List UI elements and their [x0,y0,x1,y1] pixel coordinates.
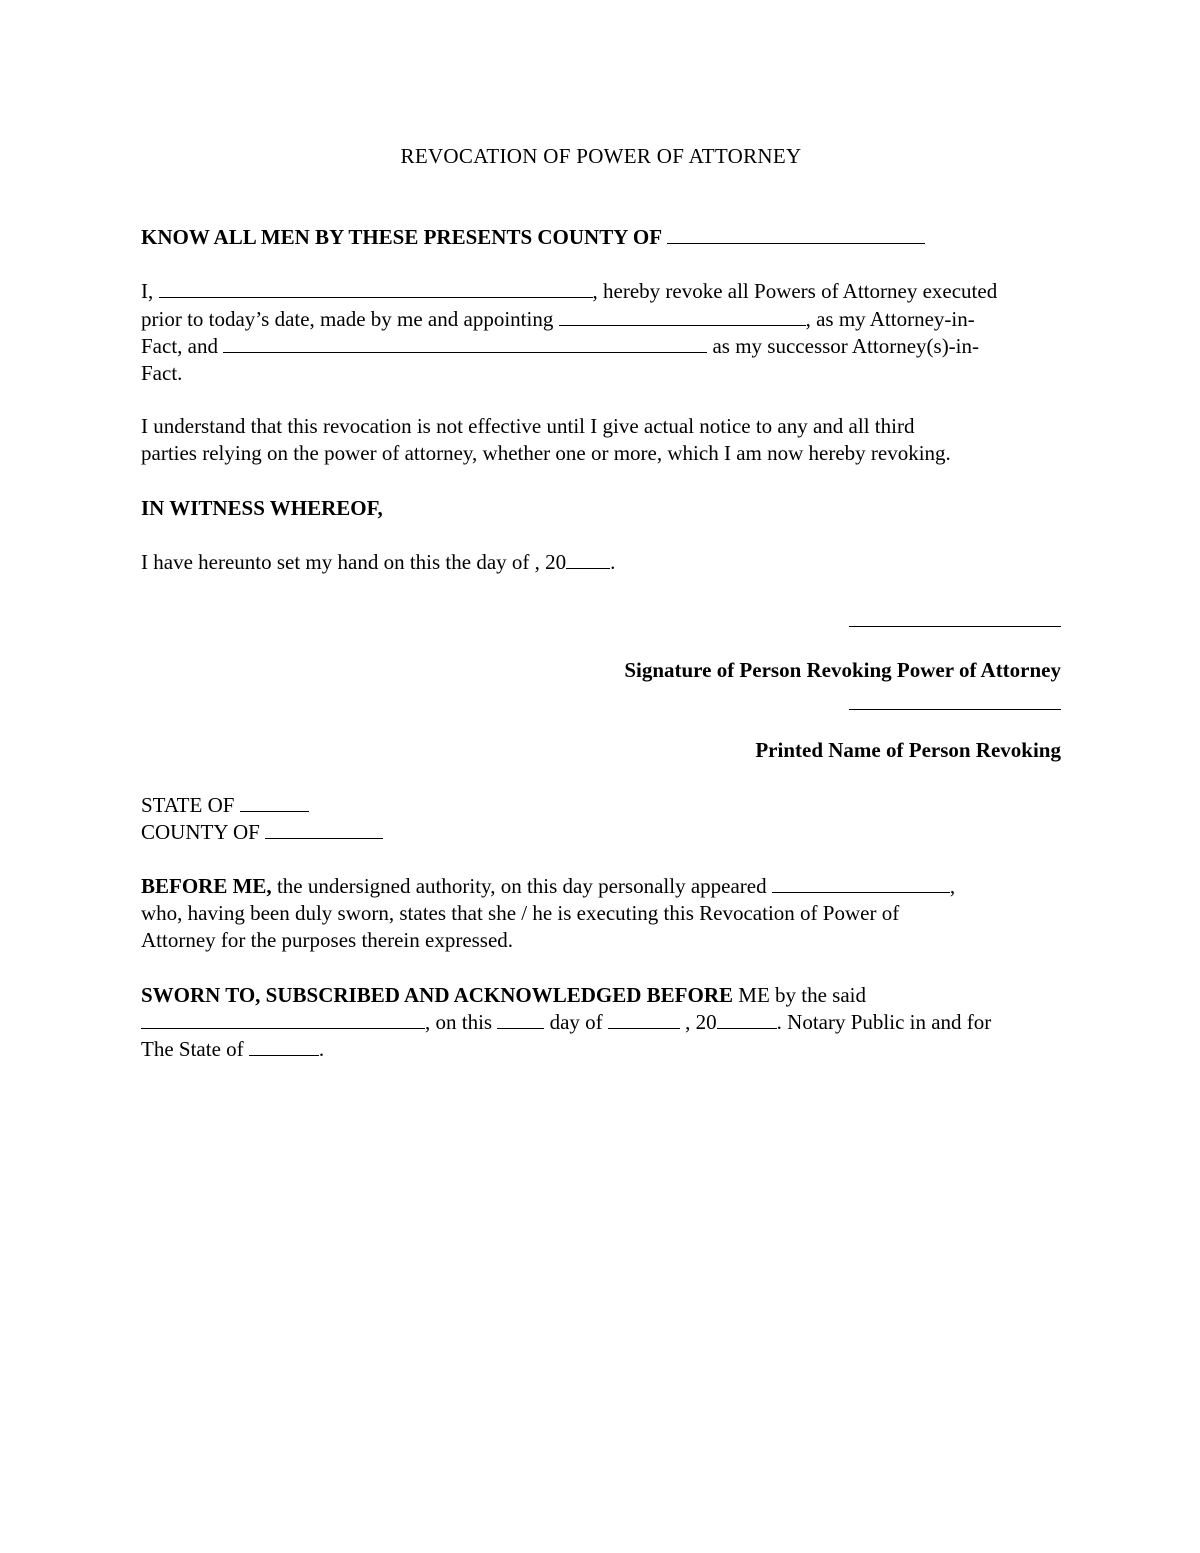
sworn-text: , 20 [685,1010,717,1034]
state-of-label: STATE OF [141,793,235,817]
hand-text: . [610,550,616,574]
sworn-text: , on this [425,1010,493,1034]
before-me-line-2: who, having been duly sworn, states that she / he is executing this Revocation of Power of [141,901,900,925]
sworn-text: day of [549,1010,603,1034]
revoke-text: as my successor Attorney(s)-in- [707,334,980,358]
county-blank[interactable] [667,225,925,244]
document-title: REVOCATION OF POWER OF ATTORNEY [400,144,802,168]
sworn-text: . [318,1037,325,1061]
sworn-line-3 [141,1036,324,1063]
sworn-line-2 [141,1009,991,1036]
before-me-text: , [949,874,956,898]
revoke-text: , hereby revoke all Powers of Attorney executed [592,279,998,303]
sworn-state-blank[interactable] [249,1037,319,1056]
sworn-name-blank[interactable] [141,1010,425,1029]
know-all-men-line [141,224,925,251]
hand-line [141,549,615,576]
printed-name-line[interactable] [849,709,1061,710]
successor-attorney-blank[interactable] [223,334,707,353]
county-of-label: COUNTY OF [141,820,260,844]
revoke-text: , as my Attorney-in- [805,307,975,331]
understand-line-2: parties relying on the power of attorney, whether one or more, which I am now hereby revoking. [141,441,951,465]
attorney-in-fact-blank[interactable] [559,307,806,326]
sworn-day-blank[interactable] [497,1010,544,1029]
revoke-text: I, [141,279,154,303]
before-me-line-3: Attorney for the purposes therein expressed. [141,928,514,952]
understand-line-1: I understand that this revocation is not effective until I give actual notice to any and all third [141,414,915,438]
revoke-text: Fact, and [141,334,218,358]
printed-name-label: Printed Name of Person Revoking [755,738,1061,762]
appeared-person-blank[interactable] [772,874,950,893]
before-me-bold: BEFORE ME, [141,874,272,898]
sworn-text: ME by the said [733,983,867,1007]
signature-line[interactable] [849,626,1061,627]
sworn-bold: SWORN TO, SUBSCRIBED AND ACKNOWLEDGED BEFORE [141,983,734,1007]
hand-text: I have hereunto set my hand on this the day of , 20 [141,550,567,574]
signature-label: Signature of Person Revoking Power of Attorney [624,658,1061,682]
county-of-line [141,819,383,846]
revoke-line-2 [141,306,975,333]
sworn-text: . Notary Public in and for [776,1010,992,1034]
sworn-year-blank[interactable] [717,1010,777,1029]
year-blank[interactable] [566,550,610,569]
before-me-line-1 [141,873,955,900]
sworn-text: The State of [141,1037,244,1061]
revoke-line-4: Fact. [141,361,183,385]
principal-name-blank[interactable] [159,279,593,298]
state-of-line [141,792,309,819]
state-blank[interactable] [240,793,309,812]
revoke-line-1 [141,278,997,305]
revoke-text: prior to today’s date, made by me and appointing [141,307,554,331]
sworn-line-1 [141,982,866,1009]
county-notary-blank[interactable] [265,820,383,839]
witness-heading: IN WITNESS WHEREOF, [141,496,383,520]
sworn-month-blank[interactable] [608,1010,680,1029]
before-me-text: the undersigned authority, on this day personally appeared [271,874,767,898]
revoke-line-3 [141,333,979,360]
know-all-men-text: KNOW ALL MEN BY THESE PRESENTS COUNTY OF [141,225,662,249]
